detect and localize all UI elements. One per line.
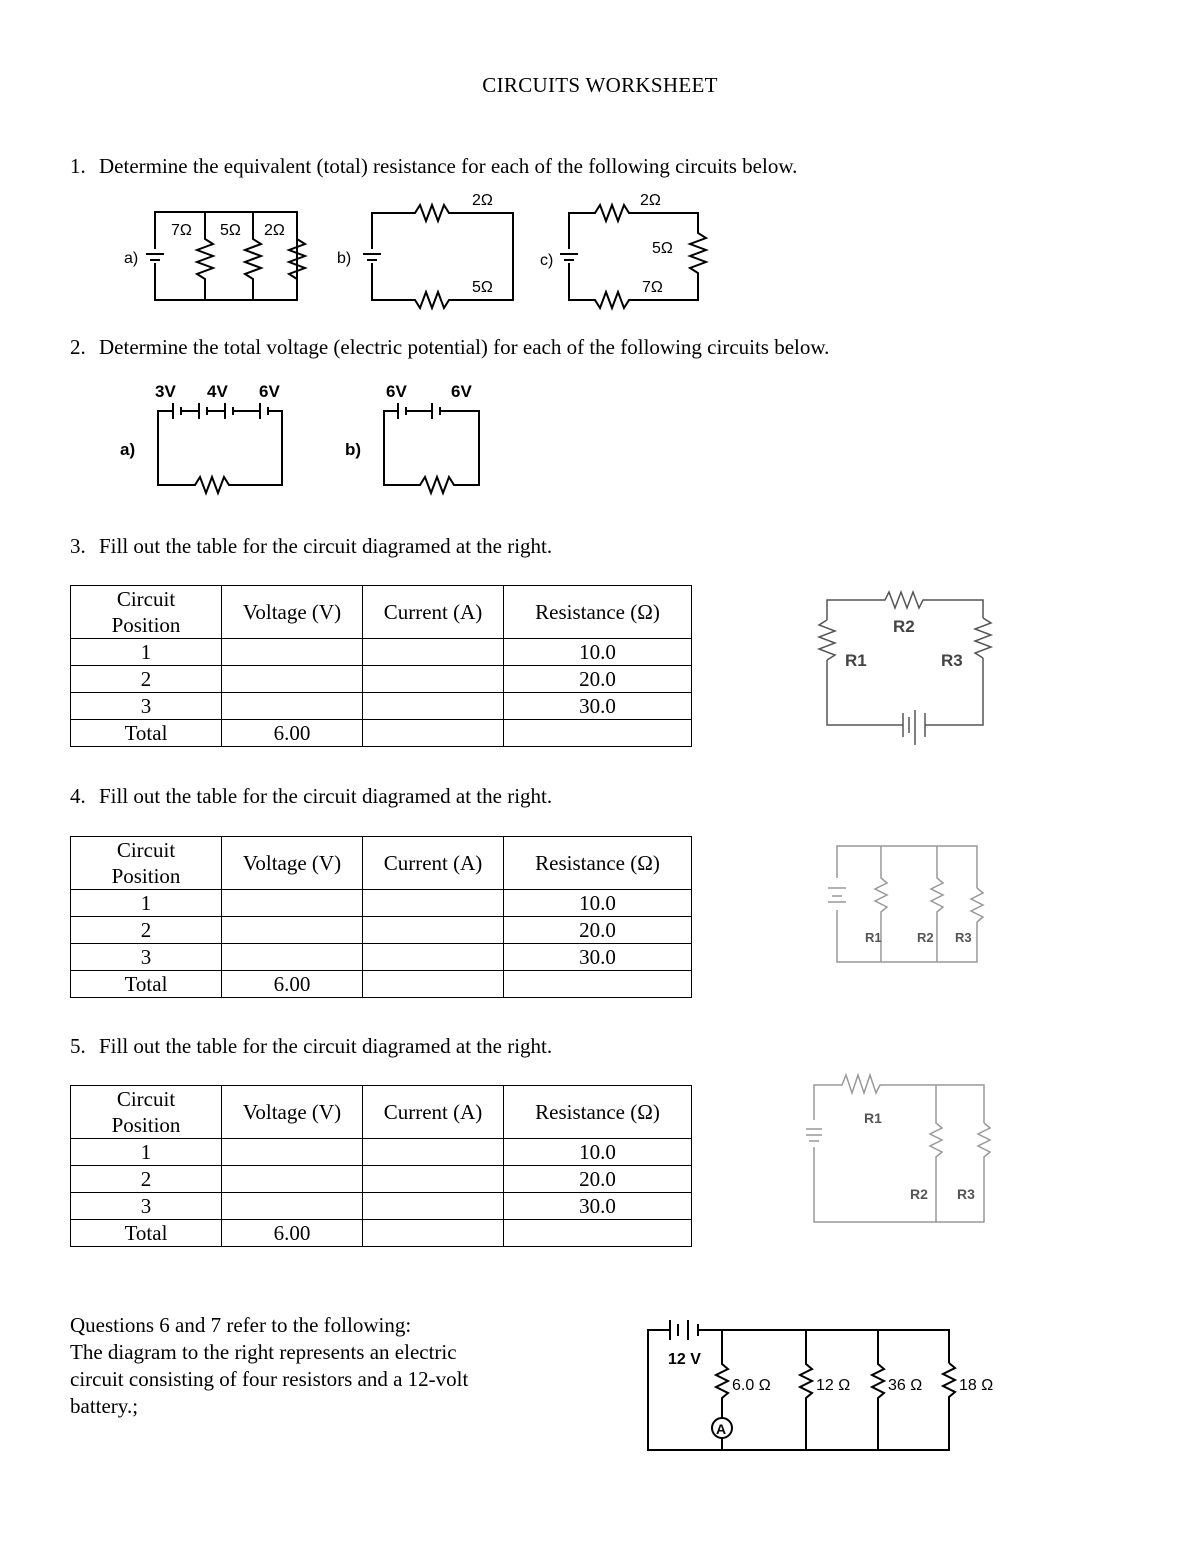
current-cell[interactable] (363, 1139, 504, 1166)
question-number: 2. (70, 335, 86, 359)
ammeter-icon: A (716, 1421, 727, 1437)
circuit-c (560, 205, 706, 308)
circuit-b-label: b) (337, 250, 352, 267)
question-text: Fill out the table for the circuit diagramed at the right. (99, 784, 553, 808)
table-header-row (71, 837, 692, 890)
circuit-c-right: 5Ω (652, 240, 673, 257)
voltage-cell: 6.00 (222, 1220, 363, 1247)
col-current-header: Current (A) (363, 837, 504, 890)
current-cell[interactable] (363, 944, 504, 971)
voltage-cell[interactable] (222, 1193, 363, 1220)
col-position-header: Circuit Position (71, 1086, 222, 1139)
q3-series-circuit (805, 580, 1005, 755)
circuit-a-r1: 7Ω (171, 222, 192, 239)
current-cell[interactable] (363, 1220, 504, 1247)
q4-parallel-circuit (825, 838, 1015, 968)
col-current-header: Current (A) (363, 586, 504, 639)
circuit-a-label: a) (124, 250, 139, 267)
r2-label: R2 (893, 617, 915, 636)
circuit-b-label: b) (345, 440, 362, 459)
voltage-cell[interactable] (222, 693, 363, 720)
table-row: Total 6.00 (71, 720, 692, 747)
current-cell[interactable] (363, 1166, 504, 1193)
question-number: 4. (70, 784, 86, 808)
voltage-cell[interactable] (222, 917, 363, 944)
r1-label: R1 (865, 930, 882, 945)
current-cell[interactable] (363, 971, 504, 998)
questions-6-7-intro (70, 1312, 540, 1420)
circuit-c-bottom: 7Ω (642, 279, 663, 296)
current-cell[interactable] (363, 720, 504, 747)
circuit-b-bottom: 5Ω (472, 279, 493, 296)
battery-a2: 4V (207, 382, 228, 401)
circuit-a-r2: 5Ω (220, 222, 241, 239)
col-resistance-header: Resistance (Ω) (504, 1086, 692, 1139)
battery-a3: 6V (259, 382, 280, 401)
circuit-c-label: c) (540, 252, 554, 269)
col-resistance-header: Resistance (Ω) (504, 586, 692, 639)
resistance-cell[interactable] (504, 971, 692, 998)
col-position-header: Circuit Position (71, 586, 222, 639)
col-resistance-header: Resistance (Ω) (504, 837, 692, 890)
question-3 (70, 534, 552, 559)
table-row: 3 30.0 (71, 944, 692, 971)
resistance-cell[interactable] (504, 1220, 692, 1247)
r3-label: R3 (941, 651, 963, 670)
intro-line: battery.; (70, 1394, 139, 1418)
table-header-row (71, 1086, 692, 1139)
q3-table (70, 585, 692, 747)
r3-label: R3 (957, 1186, 975, 1202)
table-header-row (71, 586, 692, 639)
table-row: 2 20.0 (71, 1166, 692, 1193)
table-row: 2 20.0 (71, 917, 692, 944)
table-row: 3 30.0 (71, 1193, 692, 1220)
r3-label: R3 (955, 930, 972, 945)
resistor-6-label: 6.0 Ω (732, 1377, 771, 1394)
q2-circuit-diagrams (110, 375, 500, 505)
voltage-cell[interactable] (222, 1139, 363, 1166)
q5-table (70, 1085, 692, 1247)
question-1 (70, 154, 797, 179)
circuit-c-top: 2Ω (640, 192, 661, 209)
circuit-a-label: a) (120, 440, 136, 459)
question-2 (70, 335, 829, 360)
col-current-header: Current (A) (363, 1086, 504, 1139)
q4-table (70, 836, 692, 998)
battery-a1: 3V (155, 382, 176, 401)
resistor-12-label: 12 Ω (816, 1377, 851, 1394)
r2-label: R2 (910, 1186, 928, 1202)
question-text: Determine the equivalent (total) resistance for each of the following circuits below. (99, 154, 798, 178)
voltage-circuit-a (158, 403, 282, 493)
table-row: 1 10.0 (71, 890, 692, 917)
voltage-circuit-b (384, 403, 479, 493)
table-row: Total 6.00 (71, 1220, 692, 1247)
current-cell[interactable] (363, 890, 504, 917)
table-row: 1 10.0 (71, 1139, 692, 1166)
question-text: Fill out the table for the circuit diagramed at the right. (99, 534, 553, 558)
battery-b1: 6V (386, 382, 407, 401)
current-cell[interactable] (363, 1193, 504, 1220)
question-number: 1. (70, 154, 86, 178)
col-voltage-header: Voltage (V) (222, 837, 363, 890)
voltage-cell[interactable] (222, 944, 363, 971)
r1-label: R1 (864, 1110, 882, 1126)
voltage-cell[interactable] (222, 666, 363, 693)
resistance-cell[interactable] (504, 720, 692, 747)
intro-line: Questions 6 and 7 refer to the following: (70, 1313, 412, 1337)
page-title: CIRCUITS WORKSHEET (482, 73, 718, 97)
r2-label: R2 (917, 930, 934, 945)
resistor-36-label: 36 Ω (888, 1377, 923, 1394)
question-text: Fill out the table for the circuit diagramed at the right. (99, 1034, 553, 1058)
question-text: Determine the total voltage (electric potential) for each of the following circuits below. (99, 335, 830, 359)
circuit-b-top: 2Ω (472, 192, 493, 209)
circuit-a-r3: 2Ω (264, 222, 285, 239)
question-number: 3. (70, 534, 86, 558)
question-number: 5. (70, 1034, 86, 1058)
voltage-cell[interactable] (222, 890, 363, 917)
col-position-header: Circuit Position (71, 837, 222, 890)
current-cell[interactable] (363, 693, 504, 720)
r1-label: R1 (845, 651, 867, 670)
voltage-cell: 6.00 (222, 720, 363, 747)
voltage-cell[interactable] (222, 639, 363, 666)
resistor-18-label: 18 Ω (959, 1377, 994, 1394)
battery-label: 12 V (668, 1351, 701, 1368)
intro-line: The diagram to the right represents an electric (70, 1340, 457, 1364)
table-row: 2 20.0 (71, 666, 692, 693)
current-cell[interactable] (363, 917, 504, 944)
col-voltage-header: Voltage (V) (222, 1086, 363, 1139)
table-row: 3 30.0 (71, 693, 692, 720)
col-voltage-header: Voltage (V) (222, 586, 363, 639)
q5-combination-circuit (802, 1065, 1012, 1225)
current-cell[interactable] (363, 666, 504, 693)
q1-circuit-diagrams (115, 183, 735, 323)
question-4 (70, 784, 552, 809)
current-cell[interactable] (363, 639, 504, 666)
voltage-cell[interactable] (222, 1166, 363, 1193)
table-row: Total 6.00 (71, 971, 692, 998)
table-row: 1 10.0 (71, 639, 692, 666)
question-5 (70, 1034, 552, 1059)
intro-line: circuit consisting of four resistors and a 12-volt (70, 1367, 469, 1391)
voltage-cell: 6.00 (222, 971, 363, 998)
q6-7-parallel-circuit (640, 1308, 1010, 1458)
battery-b2: 6V (451, 382, 472, 401)
